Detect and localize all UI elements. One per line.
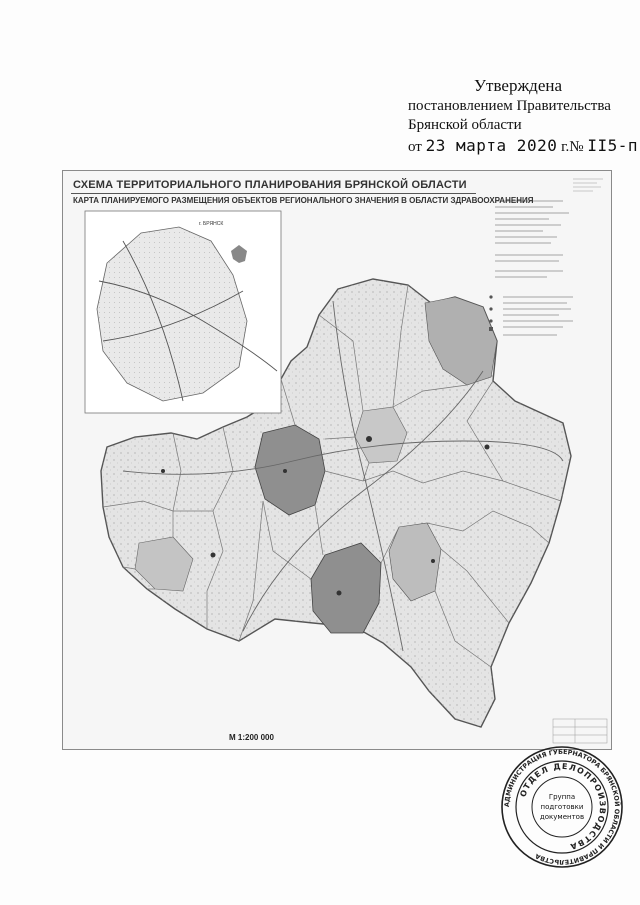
map-sheet xyxy=(62,170,612,750)
date-suffix: г.№ xyxy=(561,139,584,155)
official-stamp xyxy=(500,745,624,869)
inset-map-bryansk xyxy=(85,211,281,413)
inset-label: г. БРЯНСК xyxy=(199,221,224,227)
title-underline xyxy=(71,193,476,194)
stamp-inner-text: ОТДЕЛ ДЕЛОПРОИЗВОДСТВА xyxy=(518,761,608,852)
stamp-center-line-3: документов xyxy=(539,813,585,821)
stamp-center-line-1: Группа xyxy=(548,793,576,801)
approval-region-line: Брянской области xyxy=(408,117,522,133)
map-stamp-table xyxy=(553,719,607,743)
map-subtitle: КАРТА ПЛАНИРУЕМОГО РАЗМЕЩЕНИЯ ОБЪЕКТОВ РЕГИОНАЛЬНОГО ЗНАЧЕНИЯ В ОБЛАСТИ ЗДРАВООХРАНЕНИЯ xyxy=(73,196,534,205)
handwritten-date: 23 марта 2020 xyxy=(425,136,558,155)
approval-heading: Утверждена xyxy=(474,76,563,95)
approval-block xyxy=(408,76,639,159)
map-scale: М 1:200 000 xyxy=(229,733,274,742)
region-map xyxy=(63,171,611,749)
date-prefix: от xyxy=(408,139,422,155)
approval-decree-line: постановлением Правительства xyxy=(408,98,611,114)
approval-date-line xyxy=(408,134,639,159)
scheme-title: СХЕМА ТЕРРИТОРИАЛЬНОГО ПЛАНИРОВАНИЯ БРЯНСКОЙ ОБЛАСТИ xyxy=(73,179,467,191)
handwritten-number: II5-п xyxy=(587,136,639,155)
stamp-outer-text: АДМИНИСТРАЦИЯ ГУБЕРНАТОРА БРЯНСКОЙ ОБЛАСТИ И ПРАВИТЕЛЬСТВА xyxy=(502,747,622,867)
stamp-center-line-2: подготовки xyxy=(540,803,584,811)
